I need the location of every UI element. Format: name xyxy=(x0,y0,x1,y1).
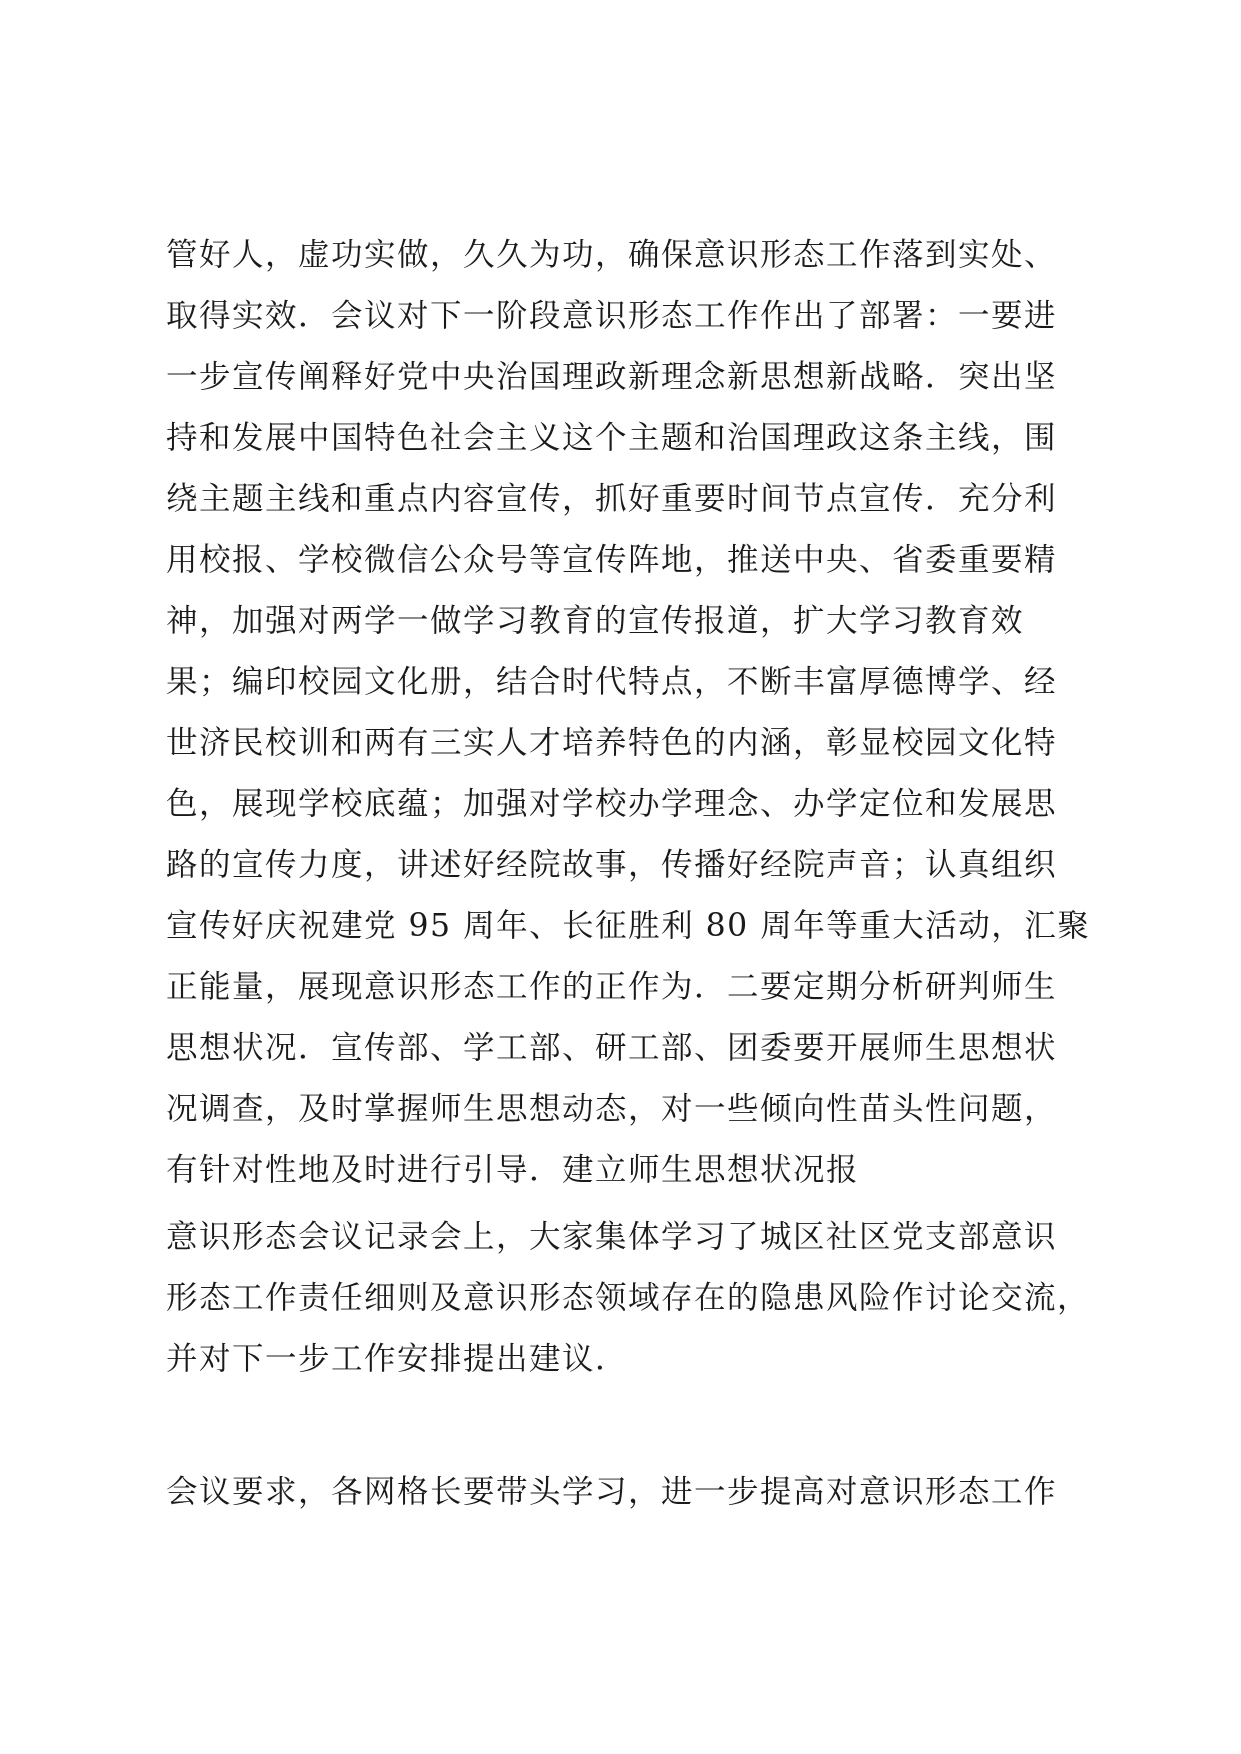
text-line: 色，展现学校底蕴；加强对学校办学理念、办学定位和发展思 xyxy=(166,786,1058,822)
text-line: 用校报、学校微信公众号等宣传阵地，推送中央、省委重要精 xyxy=(166,542,1058,578)
text-line: 况调查，及时掌握师生思想动态，对一些倾向性苗头性问题， xyxy=(166,1091,1058,1127)
text-line: 神，加强对两学一做学习教育的宣传报道，扩大学习教育效 xyxy=(166,603,1025,639)
text-line: 意识形态会议记录会上，大家集体学习了城区社区党支部意识 xyxy=(166,1219,1058,1255)
text-line: 持和发展中国特色社会主义这个主题和治国理政这条主线，围 xyxy=(166,420,1058,456)
text-line: 有针对性地及时进行引导．建立师生思想状况报 xyxy=(166,1152,860,1188)
text-line: 并对下一步工作安排提出建议． xyxy=(166,1341,629,1377)
paragraph-3 xyxy=(166,1462,1076,1523)
text-line: 果；编印校园文化册，结合时代特点，不断丰富厚德博学、经 xyxy=(166,664,1058,700)
paragraph-1 xyxy=(166,225,1091,1201)
text-line: 路的宣传力度，讲述好经院故事，传播好经院声音；认真组织 xyxy=(166,847,1058,883)
text-line: 正能量，展现意识形态工作的正作为．二要定期分析研判师生 xyxy=(166,969,1058,1005)
text-line: 宣传好庆祝建党 95 周年、长征胜利 80 周年等重大活动，汇聚 xyxy=(166,908,1091,944)
text-line: 管好人，虚功实做，久久为功，确保意识形态工作落到实处、 xyxy=(166,237,1058,273)
text-line: 世济民校训和两有三实人才培养特色的内涵，彰显校园文化特 xyxy=(166,725,1058,761)
text-line: 形态工作责任细则及意识形态领域存在的隐患风险作讨论交流， xyxy=(166,1280,1091,1316)
text-line: 会议要求，各网格长要带头学习，进一步提高对意识形态工作 xyxy=(166,1474,1058,1510)
text-line: 一步宣传阐释好党中央治国理政新理念新思想新战略．突出坚 xyxy=(166,359,1058,395)
text-line: 思想状况．宣传部、学工部、研工部、团委要开展师生思想状 xyxy=(166,1030,1058,1066)
paragraph-2 xyxy=(166,1207,1091,1390)
text-line: 取得实效．会议对下一阶段意识形态工作作出了部署：一要进 xyxy=(166,298,1058,334)
text-line: 绕主题主线和重点内容宣传，抓好重要时间节点宣传．充分利 xyxy=(166,481,1058,517)
